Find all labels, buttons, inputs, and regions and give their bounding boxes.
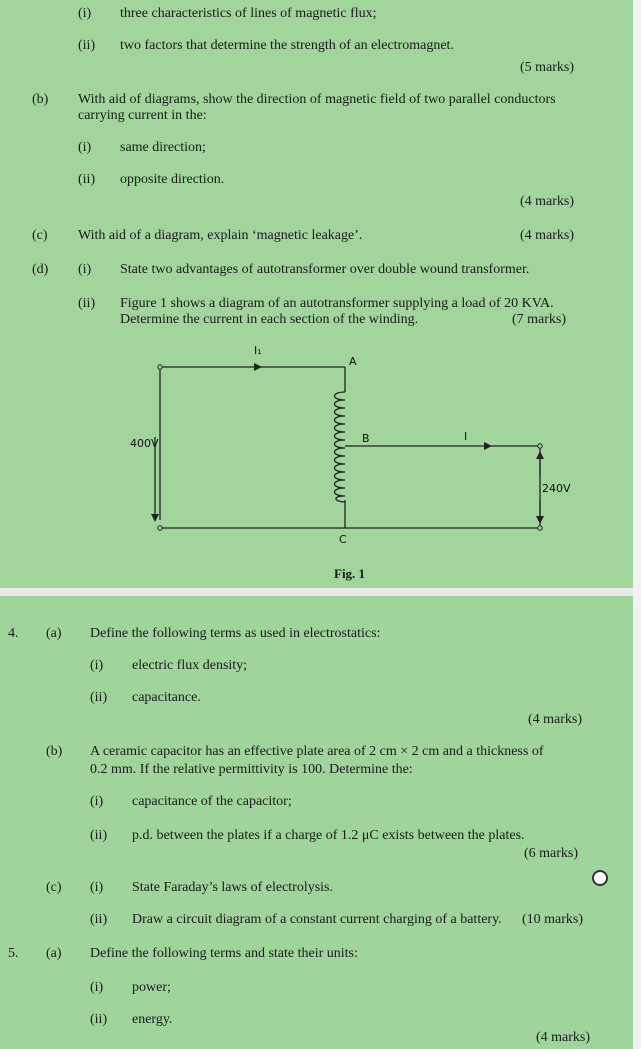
- q3d-ii-marks: (7 marks): [512, 312, 567, 327]
- q5-number: 5.: [8, 946, 19, 961]
- q3a-marks: (5 marks): [520, 60, 575, 75]
- q5a-ii-text: energy.: [132, 1012, 173, 1027]
- q4b-i-number: (i): [90, 794, 104, 809]
- q3b-ii-text: opposite direction.: [120, 172, 225, 187]
- label-b: B: [362, 432, 370, 445]
- q3d-ii-line1: Figure 1 shows a diagram of an autotransformer supplying a load of 20 KVA.: [120, 296, 554, 311]
- q4b-line2: 0.2 mm. If the relative permittivity is 100. Determine the:: [90, 762, 413, 777]
- q5a-label: (a): [46, 946, 62, 961]
- q3b-i-text: same direction;: [120, 140, 206, 155]
- q4c-i-text: State Faraday’s laws of electrolysis.: [132, 880, 334, 895]
- q4b-i-text: capacitance of the capacitor;: [132, 794, 292, 809]
- label-240v: 240V: [542, 482, 571, 495]
- q3a-i-text: three characteristics of lines of magnetic flux;: [120, 6, 377, 21]
- label-c: C: [339, 533, 347, 546]
- current-arrow-i1: [254, 363, 262, 371]
- q3d-ii-line2: Determine the current in each section of the winding.: [120, 312, 419, 327]
- exam-page-lower: [0, 596, 633, 1049]
- q3c-label: (c): [32, 228, 48, 243]
- q4a-ii-number: (ii): [90, 690, 108, 705]
- current-arrow-i: [484, 442, 492, 450]
- q4a-label: (a): [46, 626, 62, 641]
- q4a-marks: (4 marks): [528, 712, 583, 727]
- q4a-i-number: (i): [90, 658, 104, 673]
- figure-caption: Fig. 1: [334, 566, 366, 581]
- q3d-label: (d): [32, 262, 49, 277]
- q3c-marks: (4 marks): [520, 228, 575, 243]
- q4c-marks: (10 marks): [522, 912, 584, 927]
- q4a-text: Define the following terms as used in electrostatics:: [90, 626, 381, 641]
- q4b-ii-text: p.d. between the plates if a charge of 1.2 μC exists between the plates.: [132, 828, 525, 843]
- q3b-marks: (4 marks): [520, 194, 575, 209]
- q4c-i-number: (i): [90, 880, 104, 895]
- q4c-ii-number: (ii): [90, 912, 108, 927]
- winding-coil: [335, 392, 346, 502]
- q4-number: 4.: [8, 626, 19, 641]
- scan-spot-icon: [592, 870, 608, 886]
- q5a-text: Define the following terms and state their units:: [90, 946, 358, 961]
- q3a-ii-number: (ii): [78, 38, 96, 53]
- voltage-arrow-400v: [151, 514, 159, 522]
- q3d-i-text: State two advantages of autotransformer over double wound transformer.: [120, 262, 530, 277]
- label-i: I: [464, 430, 468, 443]
- q3a-i-number: (i): [78, 6, 92, 21]
- q5a-marks: (4 marks): [536, 1030, 591, 1045]
- q4a-i-text: electric flux density;: [132, 658, 248, 673]
- q3c-text: With aid of a diagram, explain ‘magnetic leakage’.: [78, 228, 363, 243]
- q5a-i-number: (i): [90, 980, 104, 995]
- q3b-label: (b): [32, 92, 49, 107]
- q4b-label: (b): [46, 744, 63, 759]
- voltage-arrow-240v-up: [536, 451, 544, 459]
- q3b-line1: With aid of diagrams, show the direction of magnetic field of two parallel conductors: [78, 92, 556, 107]
- q3b-ii-number: (ii): [78, 172, 96, 187]
- q4a-ii-text: capacitance.: [132, 690, 201, 705]
- q5a-ii-number: (ii): [90, 1012, 108, 1027]
- q4c-ii-text: Draw a circuit diagram of a constant current charging of a battery.: [132, 912, 502, 927]
- q4b-marks: (6 marks): [524, 846, 579, 861]
- scan-edge: [633, 0, 641, 1049]
- q3b-line2: carrying current in the:: [78, 108, 207, 123]
- q4b-line1: A ceramic capacitor has an effective plate area of 2 cm × 2 cm and a thickness of: [90, 744, 544, 759]
- voltage-arrow-240v-down: [536, 516, 544, 524]
- q4c-label: (c): [46, 880, 62, 895]
- label-i1: I₁: [254, 344, 262, 357]
- label-a: A: [349, 355, 357, 368]
- q3a-ii-text: two factors that determine the strength of an electromagnet.: [120, 38, 454, 53]
- label-400v: 400V: [130, 437, 159, 450]
- q3d-i-number: (i): [78, 262, 92, 277]
- q4b-ii-number: (ii): [90, 828, 108, 843]
- q5a-i-text: power;: [132, 980, 171, 995]
- q3b-i-number: (i): [78, 140, 92, 155]
- q3d-ii-number: (ii): [78, 296, 96, 311]
